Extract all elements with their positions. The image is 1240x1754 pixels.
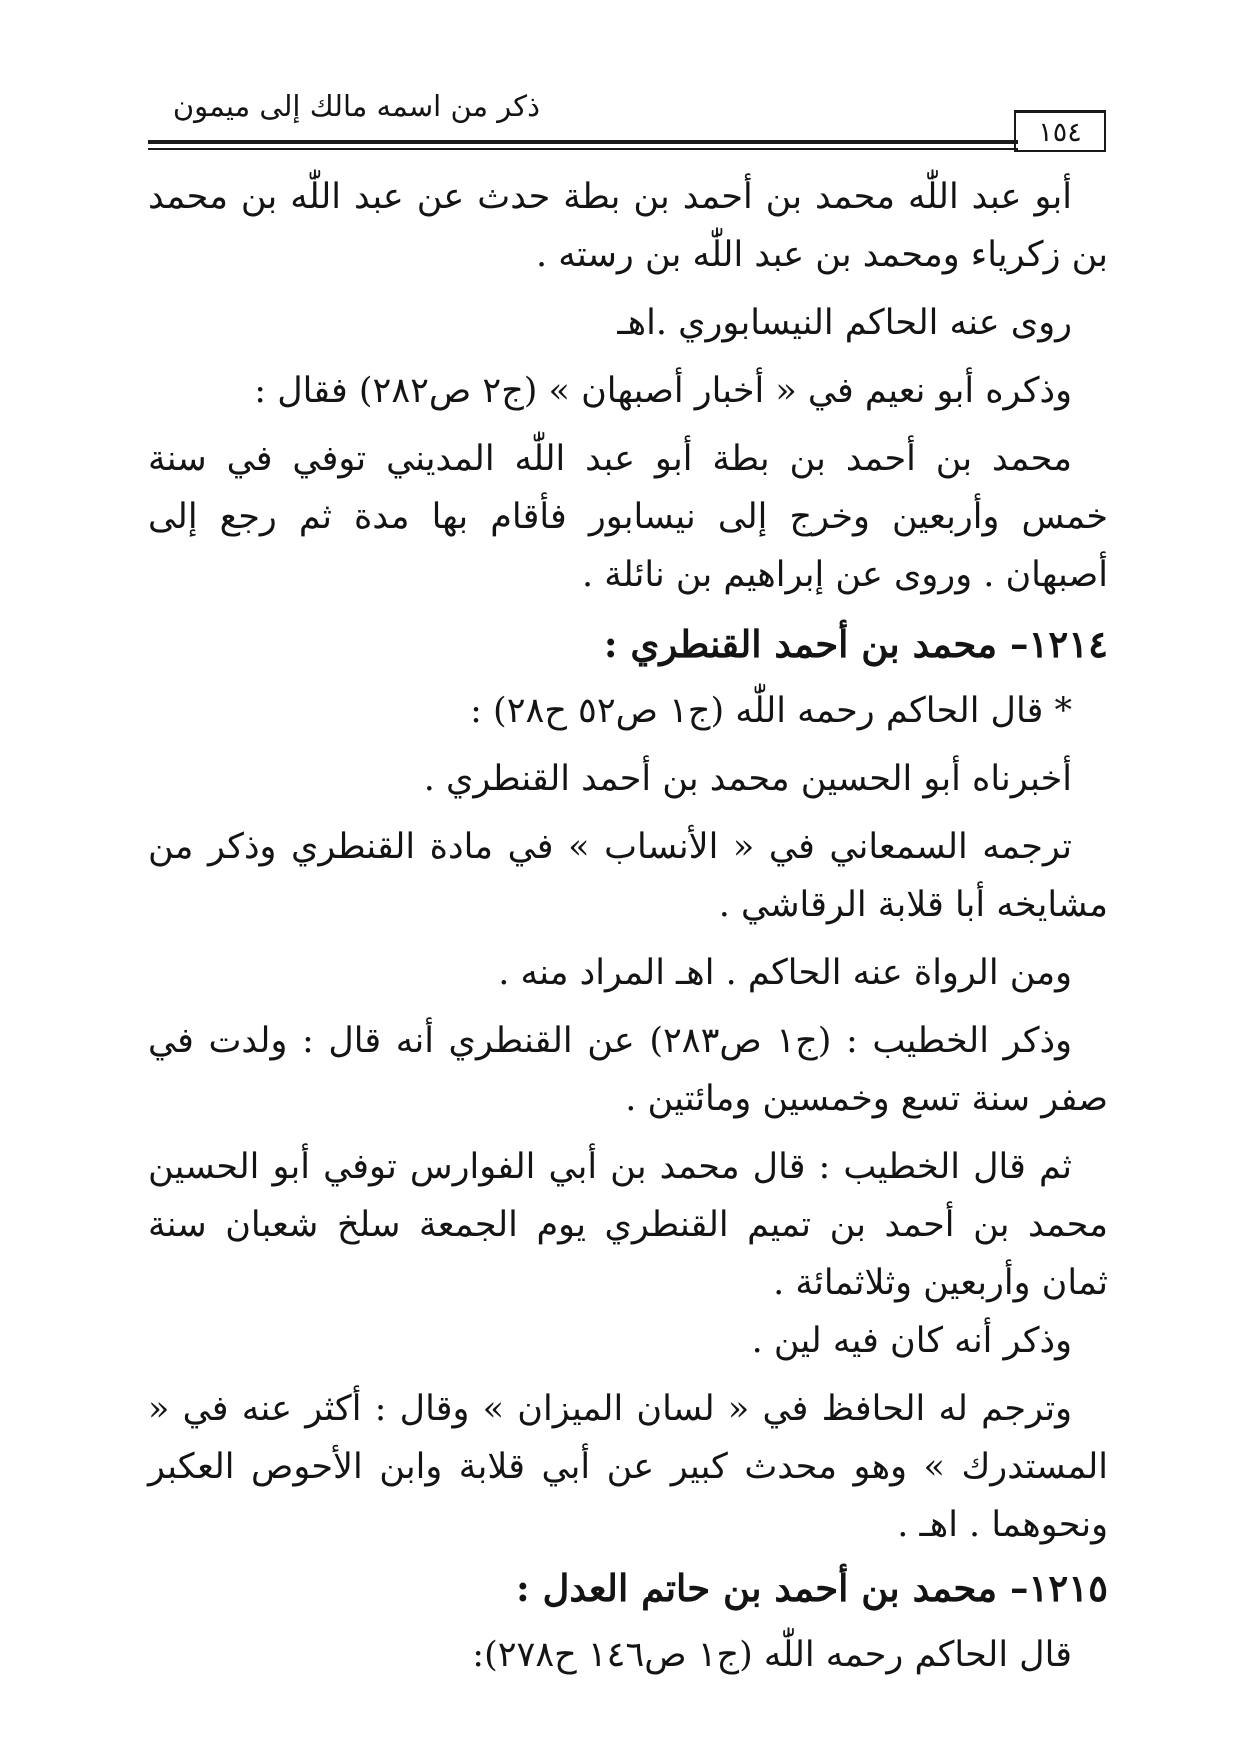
entry-heading-1214: ١٢١٤– محمد بن أحمد القنطري : — [603, 622, 1108, 666]
paragraph-lisan-al-mizan: وترجم له الحافظ في « لسان الميزان » وقال : أكثر عنه في « المستدرك » وهو محدث كبير عن أبي قلابة وابن الأحوص العكبر ونحوهما . اهـ . — [148, 1389, 1108, 1545]
page-number: ١٥٤ — [1014, 110, 1106, 152]
paragraph-hakim-citation-1214: * قال الحاكم رحمه اللّٰه (ج١ ص٥٢ ح٢٨) : — [470, 691, 1072, 731]
paragraph-ibn-batta-bio: أبو عبد اللّٰه محمد بن أحمد بن بطة حدث عن عبد اللّٰه بن محمد بن زكرياء ومحمد بن عبد اللّٰه بن رسته . — [148, 177, 1108, 275]
paragraph-abu-nuaym-reference: وذكره أبو نعيم في « أخبار أصبهان » (ج٢ ص٢٨٢) فقال : — [254, 371, 1072, 411]
body-text — [148, 168, 1108, 1694]
paragraph-khatib-death: ثم قال الخطيب : قال محمد بن أبي الفوارس توفي أبو الحسين محمد بن أحمد بن تميم القنطري يوم الجمعة سلخ شعبان سنة ثمان وأربعين وثلاثمائة . — [148, 1147, 1108, 1303]
paragraph-akhbarana: أخبرناه أبو الحسين محمد بن أحمد القنطري . — [423, 759, 1072, 799]
paragraph-weakness-note: وذكر أنه كان فيه لين . — [751, 1321, 1072, 1361]
paragraph-narrators-from-him: ومن الرواة عنه الحاكم . اهـ المراد منه . — [498, 953, 1072, 993]
header-rule-thick — [148, 140, 1018, 144]
paragraph-samani-ansab: ترجمه السمعاني في « الأنساب » في مادة القنطري وذكر من مشايخه أبا قلابة الرقاشي . — [148, 827, 1108, 925]
paragraph-narrated-by-hakim: روى عنه الحاكم النيسابوري .اهـ — [617, 303, 1072, 343]
page-number-box-rule — [1014, 150, 1106, 152]
running-head: ذكر من اسمه مالك إلى ميمون — [172, 89, 540, 123]
paragraph-abu-nuaym-quote: محمد بن أحمد بن بطة أبو عبد اللّٰه المديني توفي في سنة خمس وأربعين وخرج إلى نيسابور فأقام بها مدة ثم رجع إلى أصبهان . وروى عن إبراهيم بن نائلة . — [148, 439, 1108, 595]
paragraph-hakim-citation-1215: قال الحاكم رحمه اللّٰه (ج١ ص١٤٦ ح٢٧٨): — [472, 1635, 1072, 1675]
header-rule-thin — [148, 148, 1018, 150]
entry-heading-1215: ١٢١٥– محمد بن أحمد بن حاتم العدل : — [515, 1566, 1108, 1610]
paragraph-khatib-birth: وذكر الخطيب : (ج١ ص٢٨٣) عن القنطري أنه قال : ولدت في صفر سنة تسع وخمسين ومائتين . — [148, 1021, 1108, 1119]
